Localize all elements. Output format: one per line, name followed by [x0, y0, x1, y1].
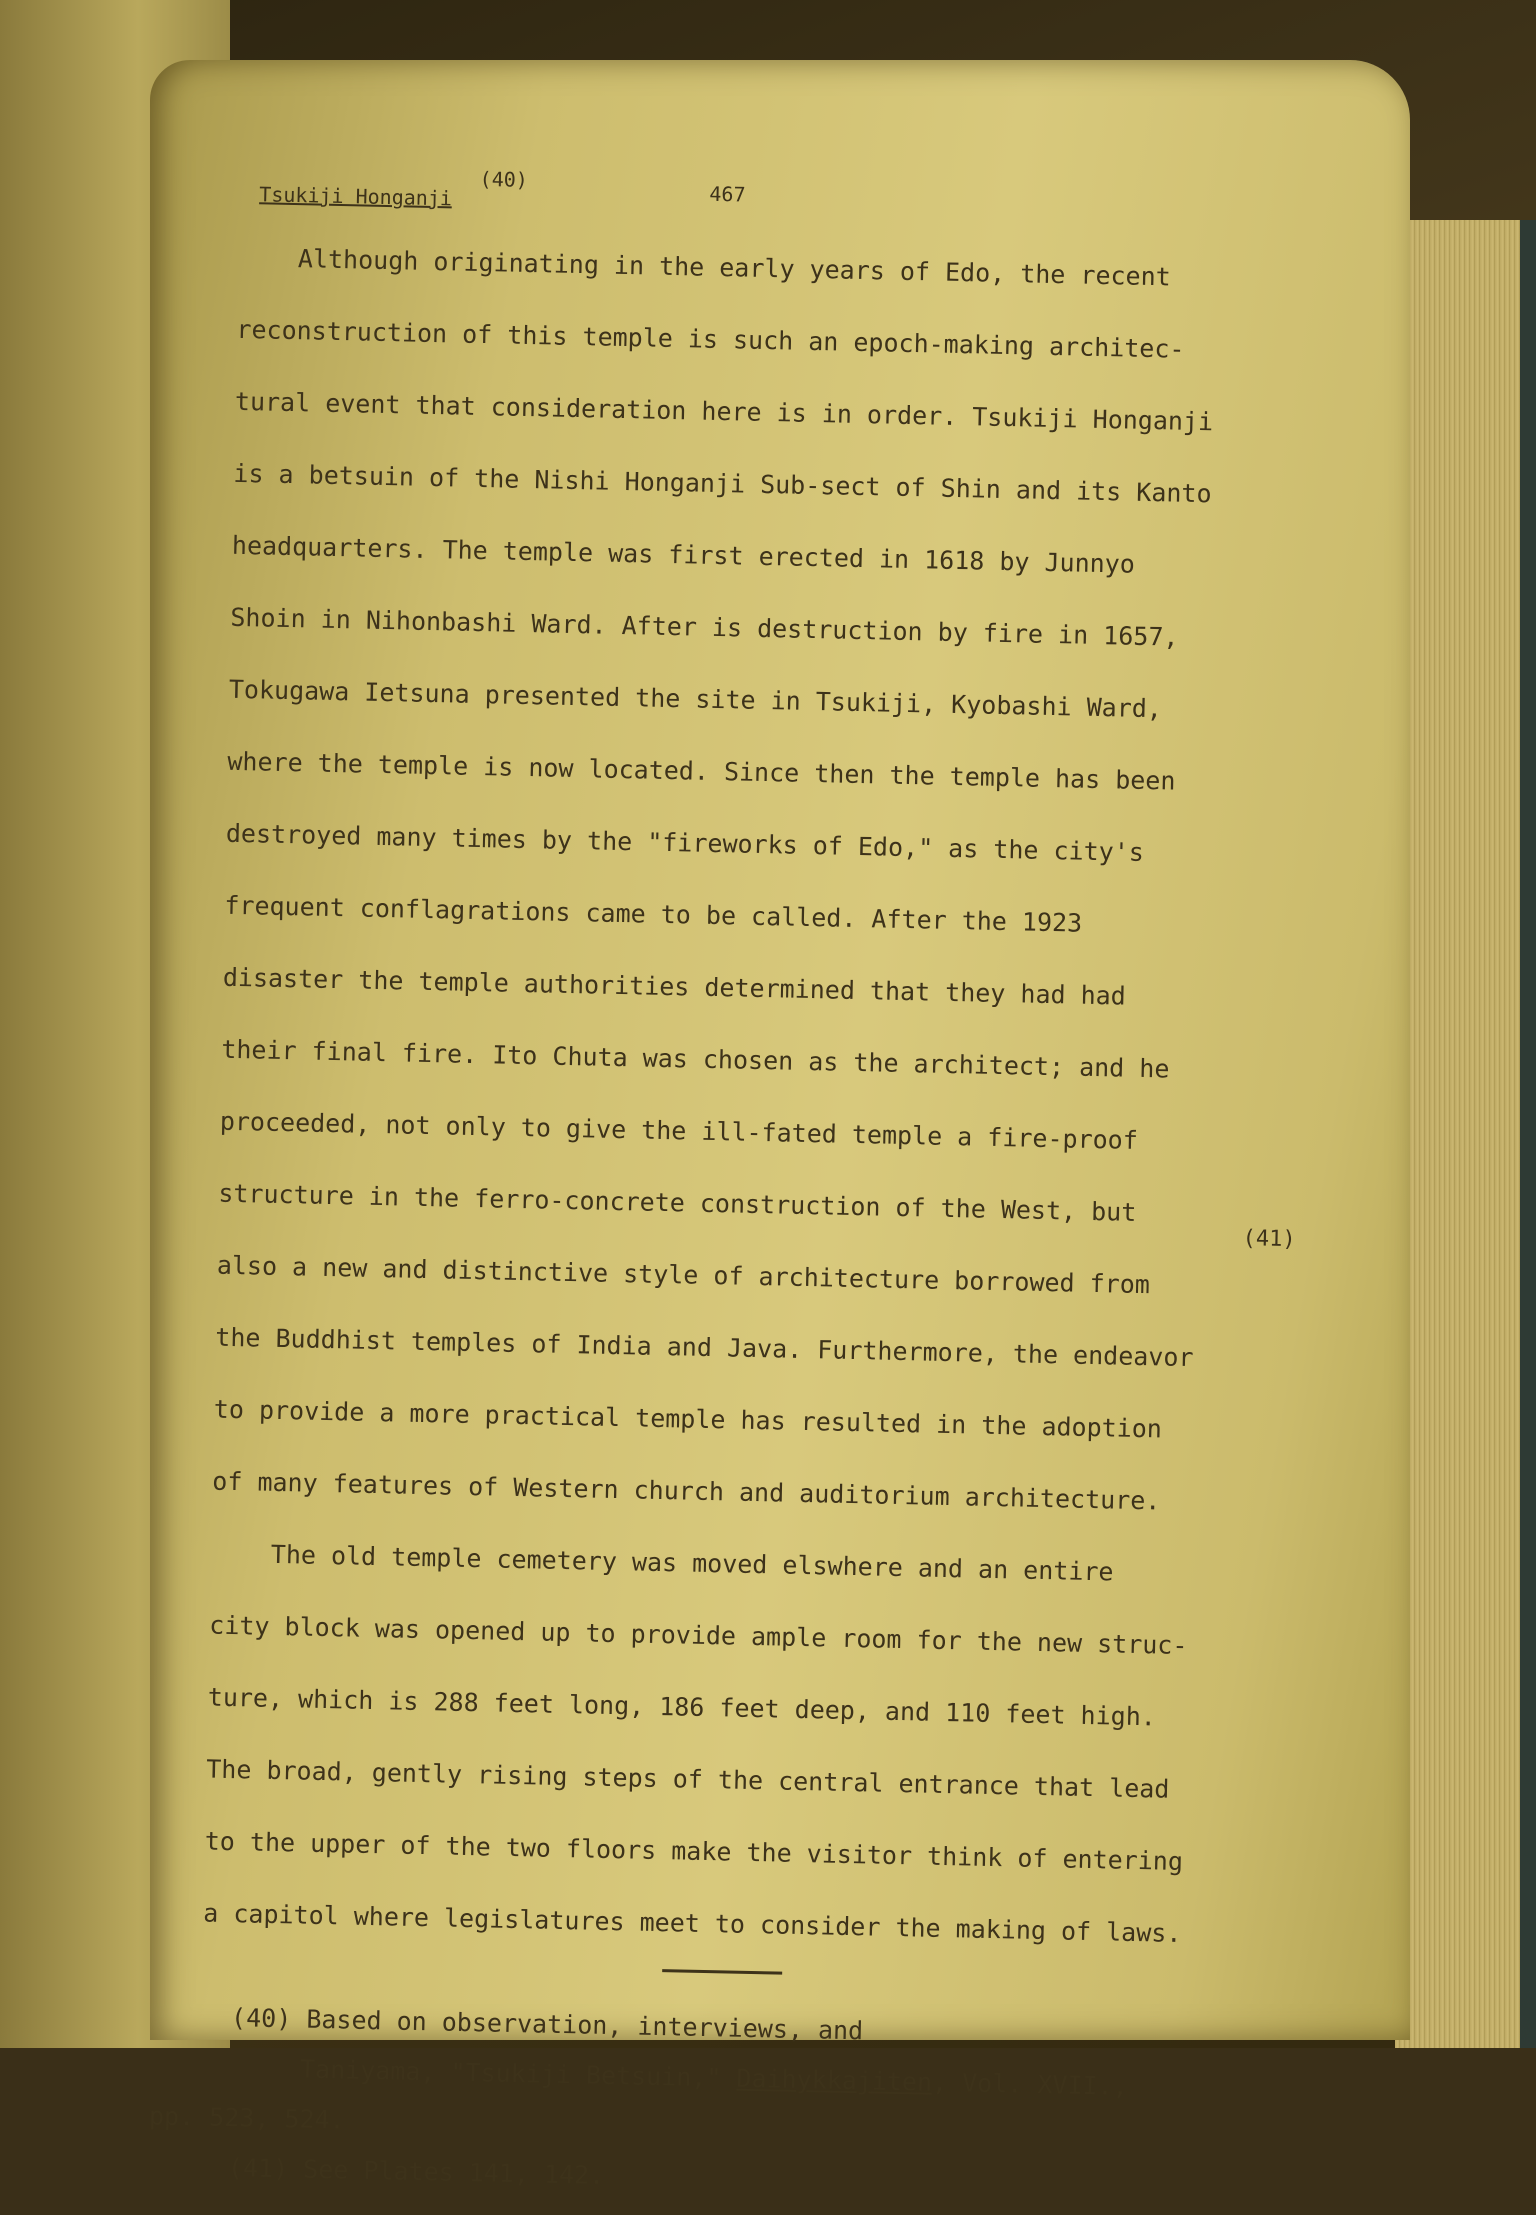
- text-line: where the temple is now located. Since then the temple has been: [227, 746, 1176, 796]
- text-line: city block was opened up to provide ample room for the new struc-: [209, 1610, 1188, 1661]
- paragraph-1: [212, 222, 1229, 1538]
- footnotes: [148, 1993, 1191, 2213]
- page-content: [107, 160, 1296, 2213]
- footnote-marker: (41): [227, 2153, 289, 2184]
- text-line: their final fire. Ito Chuta was chosen as the architect; and he: [221, 1034, 1170, 1084]
- section-title: Tsukiji Honganji: [259, 182, 453, 211]
- footnote-text: Based on observation, interviews, and: [306, 2004, 864, 2046]
- footnote-text: pp. 523, 524.: [148, 2101, 345, 2135]
- text-line: ture, which is 288 feet long, 186 feet deep, and 110 feet high.: [207, 1682, 1157, 1732]
- text-line: the Buddhist temples of India and Java. Furthermore, the endeavor: [215, 1322, 1194, 1373]
- footnote-divider: [662, 1969, 782, 1975]
- paragraph-2: [203, 1518, 1202, 1971]
- header-ref-note: (40): [479, 166, 529, 192]
- text-line: The old temple cemetery was moved elswhere and an entire: [270, 1539, 1114, 1587]
- margin-footnote-ref: (41): [1242, 1226, 1296, 1253]
- text-line: frequent conflagrations came to be called. After the 1923: [224, 890, 1083, 938]
- text-line: of many features of Western church and auditorium architecture.: [212, 1466, 1161, 1516]
- text-line: proceeded, not only to give the ill-fated temple a fire-proof: [219, 1106, 1139, 1155]
- text-line: disaster the temple authorities determined that they had had: [222, 962, 1127, 1011]
- text-line: Tokugawa Ietsuna presented the site in Tsukiji, Kyobashi Ward,: [228, 674, 1163, 724]
- text-line: a capitol where legislatures meet to consider the making of laws.: [202, 1898, 1182, 1948]
- text-line: to the upper of the two floors make the visitor think of entering: [204, 1826, 1184, 1877]
- text-line: destroyed many times by the "fireworks of Edo," as the city's: [225, 818, 1145, 867]
- footnote-text: See Plates 141, 142.: [302, 2154, 605, 2190]
- text-line: also a new and distinctive style of architecture borrowed from: [216, 1250, 1151, 1300]
- footnote-source-title: Daihykkajiten: [736, 2063, 933, 2097]
- text-line: structure in the ferro-concrete construction of the West, but: [218, 1178, 1137, 1227]
- text-line: The broad, gently rising steps of the central entrance that lead: [206, 1754, 1170, 1804]
- text-line: tural event that consideration here is in order. Tsukiji Honganji: [234, 386, 1214, 437]
- footnote-text: , Vol. XVII.,: [931, 2067, 1129, 2101]
- text-line: is a betsuin of the Nishi Honganji Sub-sect of Shin and its Kanto: [233, 458, 1212, 509]
- page-number: 467: [709, 181, 746, 207]
- text-line: Although originating in the early years of Edo, the recent: [297, 244, 1172, 292]
- text-line: to provide a more practical temple has resulted in the adoption: [213, 1394, 1163, 1444]
- footnote-marker: (40): [230, 2003, 292, 2034]
- text-line: reconstruction of this temple is such an epoch-making architec-: [236, 314, 1185, 364]
- book-cover: [1520, 220, 1536, 2048]
- page-edges: [1395, 220, 1536, 2048]
- footnote-text: Taniyama, "Tsukiji Betsuin,": [299, 2054, 737, 2093]
- text-line: Shoin in Nihonbashi Ward. After is destruction by fire in 1657,: [230, 602, 1179, 652]
- text-line: headquarters. The temple was first erected in 1618 by Junnyo: [231, 530, 1136, 579]
